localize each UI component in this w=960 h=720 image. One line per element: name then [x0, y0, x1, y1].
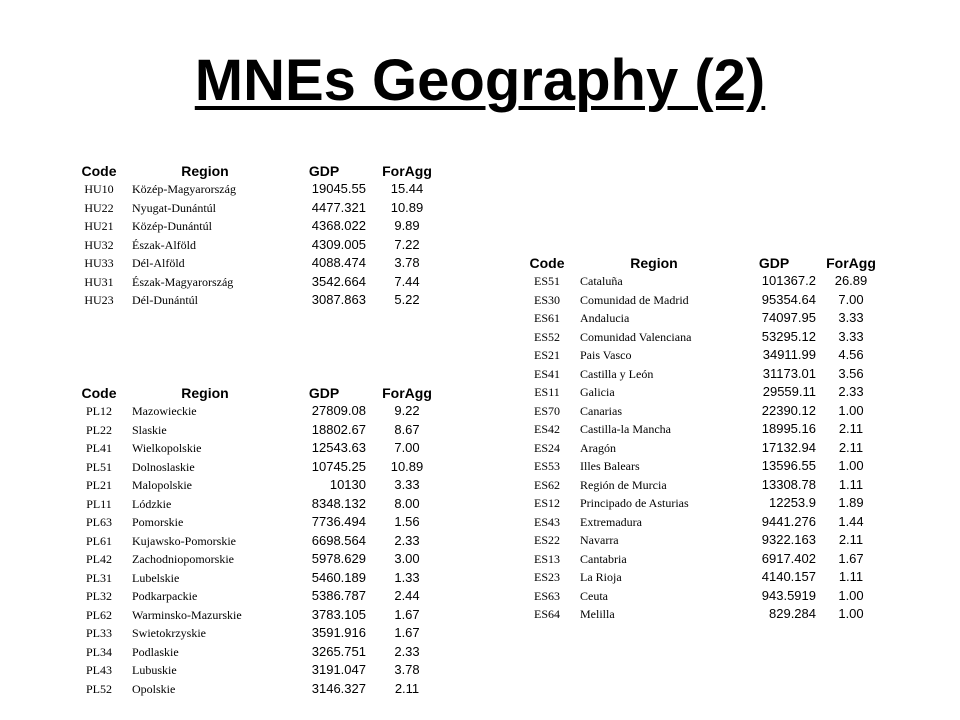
cell-foragg: 3.56 — [838, 365, 864, 381]
cell-code: ES62 — [533, 477, 560, 492]
column-header-region: Region — [181, 385, 229, 401]
table-row — [68, 421, 446, 440]
cell-code: ES63 — [533, 588, 560, 603]
cell-region: Dél-Dunántúl — [132, 293, 198, 308]
table-row — [68, 513, 446, 532]
table-row — [516, 605, 884, 624]
table-row — [68, 180, 446, 199]
table-header-row — [516, 254, 884, 272]
cell-code: PL34 — [85, 644, 112, 659]
cell-gdp: 17132.94 — [761, 439, 816, 455]
table-row — [516, 420, 884, 439]
cell-gdp: 12543.63 — [311, 440, 366, 456]
cell-gdp: 101367.2 — [761, 273, 816, 289]
cell-foragg: 5.22 — [394, 292, 420, 308]
cell-region: Wielkopolskie — [132, 441, 202, 456]
cell-region: Zachodniopomorskie — [132, 552, 234, 567]
table-row — [68, 402, 446, 421]
cell-code: HU22 — [84, 200, 114, 215]
table-row — [68, 476, 446, 495]
cell-region: Melilla — [580, 607, 615, 622]
cell-code: ES30 — [533, 292, 560, 307]
table-row — [516, 365, 884, 384]
cell-foragg: 10.89 — [390, 199, 424, 215]
cell-foragg: 8.67 — [394, 421, 420, 437]
cell-code: PL52 — [85, 681, 112, 696]
cell-region: Principado de Asturias — [580, 496, 689, 511]
cell-gdp: 53295.12 — [761, 328, 816, 344]
table-row — [68, 236, 446, 255]
cell-gdp: 22390.12 — [761, 402, 816, 418]
cell-code: PL61 — [85, 533, 112, 548]
cell-foragg: 15.44 — [390, 181, 424, 197]
cell-code: ES51 — [533, 274, 560, 289]
cell-region: Közép-Magyarország — [132, 182, 236, 197]
cell-foragg: 3.78 — [394, 662, 420, 678]
cell-foragg: 2.33 — [838, 384, 864, 400]
cell-foragg: 1.33 — [394, 569, 420, 585]
cell-gdp: 29559.11 — [762, 384, 816, 400]
cell-gdp: 5978.629 — [311, 551, 366, 567]
cell-gdp: 34911.99 — [762, 347, 816, 363]
cell-code: HU32 — [84, 237, 114, 252]
cell-foragg: 1.67 — [394, 606, 420, 622]
cell-code: PL21 — [85, 478, 112, 493]
cell-region: Dolnoslaskie — [132, 459, 195, 474]
column-header-gdp: GDP — [758, 255, 790, 271]
cell-code: ES64 — [533, 607, 560, 622]
cell-region: Pomorskie — [132, 515, 184, 530]
cell-code: PL12 — [85, 404, 112, 419]
spain-table — [516, 254, 884, 624]
cell-foragg: 7.00 — [394, 440, 420, 456]
cell-code: PL33 — [85, 626, 112, 641]
cell-code: ES41 — [533, 366, 560, 381]
table-row — [516, 328, 884, 347]
cell-region: Castilla-la Mancha — [580, 422, 671, 437]
cell-gdp: 3542.664 — [311, 273, 366, 289]
cell-code: PL31 — [85, 570, 112, 585]
cell-foragg: 3.78 — [394, 255, 420, 271]
cell-region: Galicia — [580, 385, 615, 400]
cell-region: Navarra — [580, 533, 619, 548]
cell-code: HU31 — [84, 274, 114, 289]
cell-region: La Rioja — [580, 570, 622, 585]
cell-region: Kujawsko-Pomorskie — [132, 533, 236, 548]
cell-gdp: 31173.01 — [762, 365, 816, 381]
cell-gdp: 95354.64 — [761, 291, 816, 307]
cell-code: ES22 — [533, 533, 560, 548]
table-row — [68, 643, 446, 662]
cell-gdp: 13596.55 — [761, 458, 816, 474]
table-row — [68, 291, 446, 310]
cell-code: ES70 — [533, 403, 560, 418]
table-row — [516, 568, 884, 587]
table-row — [516, 272, 884, 291]
cell-region: Podkarpackie — [132, 589, 198, 604]
table-row — [68, 273, 446, 292]
cell-gdp: 4368.022 — [311, 218, 366, 234]
cell-gdp: 10130 — [329, 477, 366, 493]
cell-gdp: 10745.25 — [311, 458, 366, 474]
column-header-foragg: ForAgg — [382, 163, 432, 179]
cell-foragg: 3.00 — [394, 551, 420, 567]
cell-foragg: 8.00 — [394, 495, 420, 511]
cell-foragg: 26.89 — [834, 273, 868, 289]
cell-code: PL63 — [85, 515, 112, 530]
cell-foragg: 3.33 — [838, 328, 864, 344]
cell-foragg: 9.89 — [394, 218, 420, 234]
cell-region: Dél-Alföld — [132, 256, 185, 271]
cell-gdp: 829.284 — [769, 606, 816, 622]
cell-region: Ceuta — [580, 588, 608, 603]
cell-code: ES12 — [533, 496, 560, 511]
cell-gdp: 3191.047 — [311, 662, 366, 678]
cell-region: Swietokrzyskie — [132, 626, 206, 641]
cell-code: PL11 — [86, 496, 112, 511]
column-header-gdp: GDP — [308, 163, 340, 179]
cell-gdp: 4477.321 — [311, 199, 366, 215]
cell-code: ES23 — [533, 570, 560, 585]
table-row — [68, 624, 446, 643]
hungary-table — [68, 162, 446, 310]
table-row — [516, 587, 884, 606]
table-row — [68, 495, 446, 514]
table-row — [68, 587, 446, 606]
table-row — [516, 550, 884, 569]
cell-gdp: 3087.863 — [311, 292, 366, 308]
cell-gdp: 4140.157 — [761, 569, 816, 585]
cell-region: Észak-Alföld — [132, 237, 196, 252]
cell-gdp: 4309.005 — [311, 236, 366, 252]
cell-code: ES21 — [533, 348, 560, 363]
cell-region: Región de Murcia — [580, 477, 667, 492]
cell-region: Illes Balears — [580, 459, 640, 474]
cell-foragg: 10.89 — [390, 458, 424, 474]
table-row — [516, 457, 884, 476]
cell-region: Andalucia — [580, 311, 630, 326]
cell-gdp: 5386.787 — [311, 588, 366, 604]
poland-table — [68, 384, 446, 698]
column-header-region: Region — [630, 255, 678, 271]
cell-gdp: 8348.132 — [311, 495, 366, 511]
table-header-row — [68, 384, 446, 402]
cell-region: Közép-Dunántúl — [132, 219, 212, 234]
cell-gdp: 3146.327 — [311, 680, 366, 696]
cell-gdp: 18995.16 — [761, 421, 816, 437]
cell-foragg: 3.33 — [838, 310, 864, 326]
table-row — [68, 550, 446, 569]
table-row — [516, 309, 884, 328]
column-header-code: Code — [529, 255, 565, 271]
cell-foragg: 7.22 — [394, 236, 420, 252]
cell-gdp: 27809.08 — [311, 403, 366, 419]
cell-region: Slaskie — [132, 422, 167, 437]
table-row — [516, 476, 884, 495]
table-row — [68, 606, 446, 625]
cell-code: PL43 — [85, 663, 112, 678]
cell-code: HU21 — [84, 219, 114, 234]
cell-region: Pais Vasco — [580, 348, 632, 363]
cell-code: ES61 — [533, 311, 560, 326]
cell-region: Aragón — [580, 440, 616, 455]
cell-foragg: 3.33 — [394, 477, 420, 493]
cell-gdp: 6917.402 — [761, 550, 816, 566]
cell-foragg: 1.44 — [838, 513, 864, 529]
cell-code: ES53 — [533, 459, 560, 474]
table-row — [516, 513, 884, 532]
column-header-gdp: GDP — [308, 385, 340, 401]
cell-code: ES42 — [533, 422, 560, 437]
table-row — [68, 569, 446, 588]
cell-code: ES43 — [533, 514, 560, 529]
cell-gdp: 12253.9 — [769, 495, 816, 511]
table-row — [68, 680, 446, 699]
cell-code: PL41 — [85, 441, 112, 456]
cell-gdp: 943.5919 — [761, 587, 816, 603]
cell-foragg: 4.56 — [838, 347, 864, 363]
cell-code: PL42 — [85, 552, 112, 567]
cell-foragg: 1.89 — [838, 495, 864, 511]
table-row — [516, 439, 884, 458]
cell-code: ES13 — [533, 551, 560, 566]
table-row — [68, 217, 446, 236]
cell-foragg: 1.11 — [838, 569, 864, 585]
cell-foragg: 2.11 — [838, 421, 864, 437]
cell-gdp: 6698.564 — [311, 532, 366, 548]
cell-gdp: 3265.751 — [311, 643, 366, 659]
table-row — [516, 402, 884, 421]
cell-region: Cataluña — [580, 274, 623, 289]
cell-region: Castilla y León — [580, 366, 654, 381]
cell-region: Cantabria — [580, 551, 627, 566]
cell-gdp: 18802.67 — [311, 421, 366, 437]
cell-foragg: 2.33 — [394, 643, 420, 659]
table-header-row — [68, 162, 446, 180]
cell-region: Comunidad de Madrid — [580, 292, 689, 307]
cell-code: ES52 — [533, 329, 560, 344]
cell-gdp: 9322.163 — [761, 532, 816, 548]
cell-foragg: 1.11 — [838, 476, 864, 492]
table-row — [68, 532, 446, 551]
cell-region: Mazowieckie — [132, 404, 197, 419]
cell-gdp: 19045.55 — [311, 181, 366, 197]
cell-foragg: 2.11 — [394, 680, 420, 696]
cell-code: ES11 — [534, 385, 560, 400]
cell-region: Comunidad Valenciana — [580, 329, 692, 344]
table-row — [516, 531, 884, 550]
cell-gdp: 7736.494 — [311, 514, 366, 530]
table-row — [68, 439, 446, 458]
cell-code: PL51 — [85, 459, 112, 474]
cell-foragg: 1.00 — [838, 606, 864, 622]
cell-foragg: 1.67 — [394, 625, 420, 641]
table-row — [68, 254, 446, 273]
table-row — [516, 494, 884, 513]
cell-code: HU23 — [84, 293, 114, 308]
column-header-foragg: ForAgg — [826, 255, 876, 271]
cell-code: PL22 — [85, 422, 112, 437]
cell-region: Lódzkie — [132, 496, 172, 511]
column-header-code: Code — [81, 385, 117, 401]
cell-foragg: 1.56 — [394, 514, 420, 530]
table-row — [68, 661, 446, 680]
cell-gdp: 9441.276 — [761, 513, 816, 529]
table-row — [516, 383, 884, 402]
page-title: MNEs Geography (2) — [194, 48, 766, 113]
table-row — [68, 199, 446, 218]
cell-foragg: 1.67 — [838, 550, 864, 566]
cell-region: Warminsko-Mazurskie — [132, 607, 242, 622]
cell-region: Lubuskie — [132, 663, 177, 678]
column-header-code: Code — [81, 163, 117, 179]
cell-foragg: 2.44 — [394, 588, 420, 604]
cell-code: ES24 — [533, 440, 560, 455]
table-row — [68, 458, 446, 477]
table-row — [516, 346, 884, 365]
cell-foragg: 9.22 — [394, 403, 420, 419]
cell-foragg: 2.33 — [394, 532, 420, 548]
cell-region: Nyugat-Dunántúl — [132, 200, 216, 215]
cell-code: PL32 — [85, 589, 112, 604]
cell-gdp: 3783.105 — [311, 606, 366, 622]
table-row — [516, 291, 884, 310]
cell-code: HU33 — [84, 256, 114, 271]
cell-region: Észak-Magyarország — [132, 274, 234, 289]
cell-foragg: 2.11 — [838, 439, 864, 455]
cell-foragg: 7.00 — [838, 291, 864, 307]
cell-gdp: 5460.189 — [311, 569, 366, 585]
cell-gdp: 74097.95 — [761, 310, 816, 326]
cell-region: Malopolskie — [132, 478, 192, 493]
cell-region: Podlaskie — [132, 644, 179, 659]
cell-foragg: 2.11 — [838, 532, 864, 548]
cell-foragg: 1.00 — [838, 458, 864, 474]
cell-region: Canarias — [580, 403, 622, 418]
column-header-region: Region — [181, 163, 229, 179]
cell-code: PL62 — [85, 607, 112, 622]
cell-region: Extremadura — [580, 514, 642, 529]
cell-gdp: 13308.78 — [761, 476, 816, 492]
cell-region: Lubelskie — [132, 570, 180, 585]
cell-foragg: 1.00 — [838, 402, 864, 418]
cell-gdp: 4088.474 — [311, 255, 366, 271]
cell-foragg: 1.00 — [838, 587, 864, 603]
cell-code: HU10 — [84, 182, 114, 197]
cell-gdp: 3591.916 — [311, 625, 366, 641]
cell-foragg: 7.44 — [394, 273, 420, 289]
cell-region: Opolskie — [132, 681, 176, 696]
column-header-foragg: ForAgg — [382, 385, 432, 401]
